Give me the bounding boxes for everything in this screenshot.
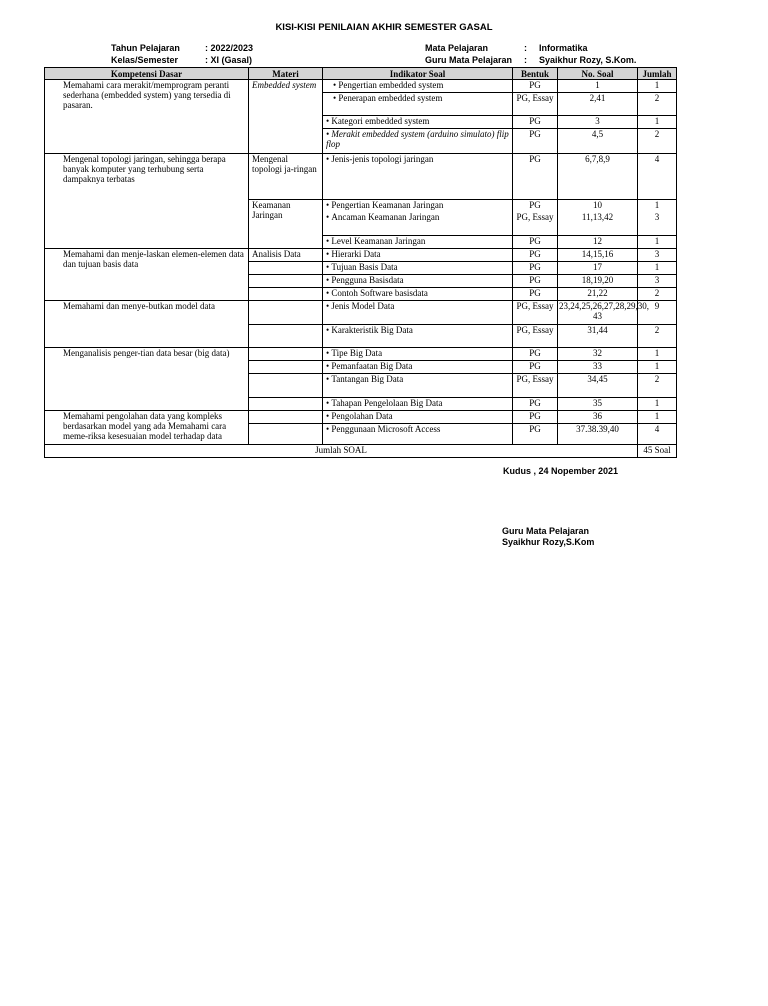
no-soal-cell: 32 xyxy=(558,348,638,361)
jumlah-cell: 3 xyxy=(638,249,677,262)
total-row xyxy=(45,445,677,458)
no-soal-cell: 36 xyxy=(558,411,638,424)
mapel-label: Mata Pelajaran xyxy=(425,43,489,53)
materi-cell xyxy=(249,288,323,301)
no-soal-cell: 21,22 xyxy=(558,288,638,301)
indikator-cell: • Pemanfaatan Big Data xyxy=(323,361,513,374)
jumlah-cell: 1 xyxy=(638,348,677,361)
jumlah-cell: 1 xyxy=(638,411,677,424)
no-soal-cell: 6,7,8,9 xyxy=(558,154,638,200)
no-soal-cell: 1 xyxy=(558,80,638,93)
bentuk-cell: PG xyxy=(513,398,558,411)
bentuk-cell: PG, Essay xyxy=(513,325,558,348)
indikator-cell: • Tantangan Big Data xyxy=(323,374,513,398)
jumlah-cell: 2 xyxy=(638,288,677,301)
indikator-cell: • Pengertian Keamanan Jaringan xyxy=(323,200,513,212)
no-soal-cell: 37.38.39,40 xyxy=(558,424,638,445)
no-soal-cell: 12 xyxy=(558,236,638,249)
jumlah-cell: 4 xyxy=(638,424,677,445)
signature-name: Syaikhur Rozy,S.Kom xyxy=(502,537,595,547)
kelas-value: : XI (Gasal) xyxy=(205,55,253,65)
indikator-cell: • Jenis-jenis topologi jaringan xyxy=(323,154,513,200)
no-soal-cell: 33 xyxy=(558,361,638,374)
materi-cell xyxy=(249,325,323,348)
jumlah-cell: 1 xyxy=(638,116,677,129)
indikator-cell: • Penerapan embedded system xyxy=(323,93,513,116)
bentuk-cell: PG, Essay xyxy=(513,93,558,116)
no-soal-cell: 18,19,20 xyxy=(558,275,638,288)
materi-cell xyxy=(249,301,323,325)
jumlah-cell: 3 xyxy=(638,275,677,288)
kd-cell: Memahami dan menye-butkan model data xyxy=(45,301,249,348)
bentuk-cell: PG xyxy=(513,262,558,275)
no-soal-cell: 2,41 xyxy=(558,93,638,116)
table-header-row xyxy=(45,68,677,80)
bentuk-cell: PG xyxy=(513,348,558,361)
no-soal-cell: 35 xyxy=(558,398,638,411)
total-label: Jumlah SOAL xyxy=(45,445,638,458)
table-row xyxy=(45,249,677,262)
indikator-cell: • Hierarki Data xyxy=(323,249,513,262)
no-soal-cell: 31,44 xyxy=(558,325,638,348)
jumlah-cell: 4 xyxy=(638,154,677,200)
bentuk-cell: PG xyxy=(513,200,558,212)
indikator-cell: • Tujuan Basis Data xyxy=(323,262,513,275)
bentuk-cell: PG xyxy=(513,249,558,262)
guru-value: Syaikhur Rozy, S.Kom. xyxy=(539,55,637,65)
bentuk-cell: PG xyxy=(513,411,558,424)
indikator-cell: • Jenis Model Data xyxy=(323,301,513,325)
header-indikator-soal: Indikator Soal xyxy=(323,68,513,80)
indikator-cell: • Tahapan Pengelolaan Big Data xyxy=(323,398,513,411)
bentuk-cell: PG xyxy=(513,424,558,445)
table-row xyxy=(45,80,677,93)
jumlah-cell: 1 xyxy=(638,262,677,275)
materi-cell: Mengenal topologi ja-ringan xyxy=(249,154,323,200)
bentuk-cell: PG, Essay xyxy=(513,301,558,325)
mapel-colon: : xyxy=(524,43,527,53)
bentuk-cell: PG xyxy=(513,129,558,154)
no-soal-cell: 17 xyxy=(558,262,638,275)
jumlah-cell: 1 xyxy=(638,236,677,249)
header-kompetensi-dasar: Kompetensi Dasar xyxy=(45,68,249,80)
bentuk-cell: PG xyxy=(513,154,558,200)
table-row xyxy=(45,411,677,424)
jumlah-cell: 1 xyxy=(638,361,677,374)
kd-cell: Memahami dan menje-laskan elemen-elemen data dan tujuan basis data xyxy=(45,249,249,301)
kisi-kisi-table xyxy=(44,67,677,458)
no-soal-cell: 4,5 xyxy=(558,129,638,154)
jumlah-cell: 2 xyxy=(638,374,677,398)
indikator-cell: • Penggunaan Microsoft Access xyxy=(323,424,513,445)
indikator-cell: • Pengolahan Data xyxy=(323,411,513,424)
indikator-cell: • Merakit embedded system (arduino simulato) flip flop xyxy=(323,129,513,154)
materi-cell: Keamanan Jaringan xyxy=(249,200,323,249)
header-materi: Materi xyxy=(249,68,323,80)
materi-cell xyxy=(249,262,323,275)
bentuk-cell: PG, Essay xyxy=(513,374,558,398)
indikator-cell: • Ancaman Keamanan Jaringan xyxy=(323,212,513,236)
header-no-soal: No. Soal xyxy=(558,68,638,80)
no-soal-cell: 14,15,16 xyxy=(558,249,638,262)
materi-cell xyxy=(249,275,323,288)
jumlah-cell: 2 xyxy=(638,325,677,348)
jumlah-cell: 3 xyxy=(638,212,677,236)
materi-cell xyxy=(249,411,323,424)
bentuk-cell: PG xyxy=(513,361,558,374)
place-date: Kudus , 24 Nopember 2021 xyxy=(503,466,619,476)
total-value: 45 Soal xyxy=(638,445,677,458)
table-row xyxy=(45,154,677,200)
bentuk-cell: PG xyxy=(513,288,558,301)
materi-cell xyxy=(249,348,323,361)
kd-cell: Mengenal topologi jaringan, sehingga berapa banyak komputer yang terhubung serta dampaknya terbatas xyxy=(45,154,249,249)
materi-cell xyxy=(249,374,323,398)
indikator-cell: • Pengguna Basisdata xyxy=(323,275,513,288)
mapel-value: Informatika xyxy=(539,43,588,53)
header-jumlah: Jumlah xyxy=(638,68,677,80)
jumlah-cell: 1 xyxy=(638,200,677,212)
jumlah-cell: 1 xyxy=(638,80,677,93)
indikator-cell: • Karakteristik Big Data xyxy=(323,325,513,348)
table-row xyxy=(45,348,677,361)
jumlah-cell: 9 xyxy=(638,301,677,325)
jumlah-cell: 2 xyxy=(638,129,677,154)
kd-cell: Memahami cara merakit/memprogram peranti sederhana (embedded system) yang tersedia di pasaran. xyxy=(45,80,249,154)
kelas-label: Kelas/Semester xyxy=(111,55,179,65)
signature-role: Guru Mata Pelajaran xyxy=(502,526,590,536)
materi-cell xyxy=(249,361,323,374)
indikator-cell: • Contoh Software basisdata xyxy=(323,288,513,301)
jumlah-cell: 1 xyxy=(638,398,677,411)
bentuk-cell: PG xyxy=(513,80,558,93)
bentuk-cell: PG xyxy=(513,275,558,288)
header-bentuk: Bentuk xyxy=(513,68,558,80)
bentuk-cell: PG xyxy=(513,236,558,249)
indikator-cell: • Pengertian embedded system xyxy=(323,80,513,93)
bentuk-cell: PG, Essay xyxy=(513,212,558,236)
indikator-cell: • Kategori embedded system xyxy=(323,116,513,129)
no-soal-cell: 3 xyxy=(558,116,638,129)
no-soal-cell: 23,24,25,26,27,28,29,30, 43 xyxy=(558,301,638,325)
kd-cell: Menganalisis penger-tian data besar (big data) xyxy=(45,348,249,411)
guru-colon: : xyxy=(524,55,527,65)
bentuk-cell: PG xyxy=(513,116,558,129)
materi-cell: Analisis Data xyxy=(249,249,323,262)
indikator-cell: • Level Keamanan Jaringan xyxy=(323,236,513,249)
tahun-value: : 2022/2023 xyxy=(205,43,254,53)
tahun-label: Tahun Pelajaran xyxy=(111,43,180,53)
indikator-cell: • Tipe Big Data xyxy=(323,348,513,361)
jumlah-cell: 2 xyxy=(638,93,677,116)
no-soal-cell: 10 xyxy=(558,200,638,212)
no-soal-cell: 34,45 xyxy=(558,374,638,398)
materi-cell xyxy=(249,398,323,411)
guru-label: Guru Mata Pelajaran xyxy=(425,55,513,65)
document-title: KISI-KISI PENILAIAN AKHIR SEMESTER GASAL xyxy=(275,22,493,33)
materi-cell: Embedded system xyxy=(249,80,323,154)
materi-cell xyxy=(249,424,323,445)
kd-cell: Memahami pengolahan data yang kompleks berdasarkan model yang ada Memahami cara meme-riksa kesesuaian model terhadap data xyxy=(45,411,249,445)
no-soal-cell: 11,13,42 xyxy=(558,212,638,236)
table-row xyxy=(45,301,677,325)
